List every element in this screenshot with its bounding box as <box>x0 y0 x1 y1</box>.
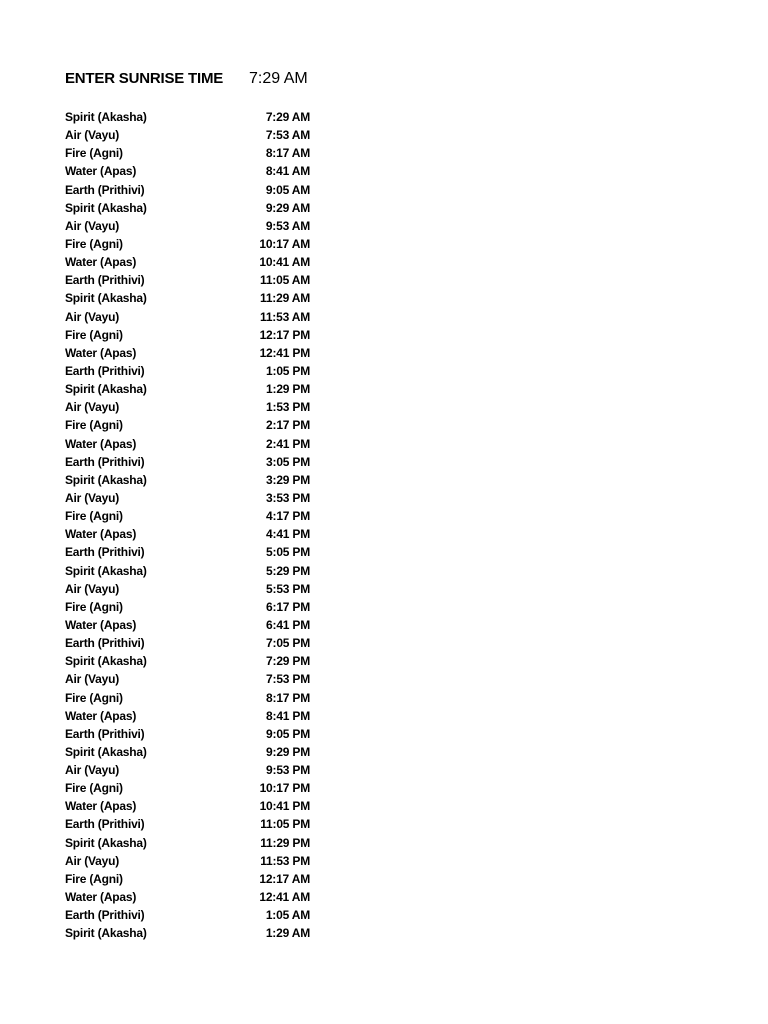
element-time: 9:05 PM <box>266 726 310 741</box>
element-time: 10:41 PM <box>259 799 310 814</box>
schedule-row <box>65 707 315 725</box>
element-time: 7:05 PM <box>266 636 310 651</box>
element-time: 3:29 PM <box>266 472 310 487</box>
element-name: Earth (Prithivi) <box>65 908 145 923</box>
schedule-row <box>65 289 315 307</box>
element-name: Fire (Agni) <box>65 146 123 161</box>
schedule-row <box>65 852 315 870</box>
element-time: 3:53 PM <box>266 490 310 505</box>
element-time: 4:17 PM <box>266 509 310 524</box>
element-name: Fire (Agni) <box>65 327 123 342</box>
element-name: Spirit (Akasha) <box>65 926 147 941</box>
element-name: Air (Vayu) <box>65 490 120 505</box>
schedule-row <box>65 253 315 271</box>
element-time: 6:17 PM <box>266 599 310 614</box>
schedule-row <box>65 308 315 326</box>
element-time: 8:41 PM <box>266 708 310 723</box>
schedule-row <box>65 888 315 906</box>
schedule-row <box>65 416 315 434</box>
element-time: 12:17 PM <box>259 327 310 342</box>
element-name: Fire (Agni) <box>65 236 123 251</box>
element-name: Fire (Agni) <box>65 781 123 796</box>
element-name: Water (Apas) <box>65 527 137 542</box>
schedule-row <box>65 652 315 670</box>
schedule-row <box>65 743 315 761</box>
schedule-row <box>65 471 315 489</box>
schedule-row <box>65 489 315 507</box>
element-name: Spirit (Akasha) <box>65 563 147 578</box>
element-name: Earth (Prithivi) <box>65 363 145 378</box>
element-time: 2:41 PM <box>266 436 310 451</box>
schedule-row <box>65 435 315 453</box>
sunrise-time-value[interactable]: 7:29 AM <box>249 70 308 87</box>
element-time: 10:17 PM <box>259 781 310 796</box>
schedule-row <box>65 199 315 217</box>
element-time: 10:41 AM <box>259 255 310 270</box>
element-name: Air (Vayu) <box>65 400 120 415</box>
schedule-row <box>65 725 315 743</box>
element-time: 1:29 PM <box>266 382 310 397</box>
element-time: 1:05 AM <box>265 908 310 923</box>
element-name: Fire (Agni) <box>65 690 123 705</box>
schedule-row <box>65 834 315 852</box>
element-name: Air (Vayu) <box>65 853 120 868</box>
element-time: 5:29 PM <box>266 563 310 578</box>
element-name: Spirit (Akasha) <box>65 835 147 850</box>
schedule-row <box>65 761 315 779</box>
element-name: Air (Vayu) <box>65 309 120 324</box>
schedule-row <box>65 126 315 144</box>
element-name: Earth (Prithivi) <box>65 273 145 288</box>
element-name: Spirit (Akasha) <box>65 654 147 669</box>
element-name: Air (Vayu) <box>65 763 120 778</box>
schedule-row <box>65 326 315 344</box>
element-time: 9:53 AM <box>265 218 310 233</box>
schedule-row <box>65 380 315 398</box>
schedule-row <box>65 670 315 688</box>
schedule-row <box>65 398 315 416</box>
element-time: 9:29 PM <box>266 744 310 759</box>
element-name: Water (Apas) <box>65 799 137 814</box>
element-time: 8:17 PM <box>266 690 310 705</box>
element-time: 7:53 PM <box>266 672 310 687</box>
element-time: 10:17 AM <box>259 236 310 251</box>
element-name: Air (Vayu) <box>65 581 120 596</box>
element-time: 11:53 AM <box>260 309 310 324</box>
element-name: Spirit (Akasha) <box>65 200 147 215</box>
element-time: 11:29 PM <box>260 835 310 850</box>
schedule-row <box>65 108 315 126</box>
schedule-row <box>65 689 315 707</box>
schedule-row <box>65 235 315 253</box>
element-time: 11:05 AM <box>260 273 310 288</box>
element-name: Water (Apas) <box>65 708 137 723</box>
element-name: Earth (Prithivi) <box>65 817 145 832</box>
element-time: 5:05 PM <box>266 545 310 560</box>
schedule-row <box>65 543 315 561</box>
element-name: Spirit (Akasha) <box>65 382 147 397</box>
schedule-row <box>65 453 315 471</box>
schedule-row <box>65 616 315 634</box>
schedule-row <box>65 924 315 942</box>
element-name: Spirit (Akasha) <box>65 472 147 487</box>
element-time: 12:41 AM <box>259 890 310 905</box>
element-time: 5:53 PM <box>266 581 310 596</box>
element-time: 6:41 PM <box>266 617 310 632</box>
schedule-row <box>65 815 315 833</box>
schedule-row <box>65 344 315 362</box>
element-name: Water (Apas) <box>65 345 137 360</box>
element-time: 1:05 PM <box>266 363 310 378</box>
element-name: Earth (Prithivi) <box>65 726 145 741</box>
schedule-row <box>65 580 315 598</box>
element-name: Water (Apas) <box>65 436 137 451</box>
schedule-row <box>65 144 315 162</box>
element-time: 1:53 PM <box>266 400 310 415</box>
element-name: Earth (Prithivi) <box>65 545 145 560</box>
element-time: 4:41 PM <box>266 527 310 542</box>
element-time: 12:17 AM <box>259 871 310 886</box>
element-name: Fire (Agni) <box>65 509 123 524</box>
schedule-row <box>65 362 315 380</box>
element-name: Fire (Agni) <box>65 599 123 614</box>
element-name: Water (Apas) <box>65 255 137 270</box>
element-name: Water (Apas) <box>65 617 137 632</box>
element-time: 1:29 AM <box>265 926 310 941</box>
element-time: 8:41 AM <box>265 164 310 179</box>
element-time: 7:29 AM <box>265 110 310 124</box>
element-time: 3:05 PM <box>266 454 310 469</box>
element-time: 11:05 PM <box>260 817 310 832</box>
schedule-row <box>65 271 315 289</box>
element-time: 7:29 PM <box>266 654 310 669</box>
element-name: Spirit (Akasha) <box>65 110 147 124</box>
element-name: Fire (Agni) <box>65 418 123 433</box>
schedule-row <box>65 906 315 924</box>
schedule-row <box>65 797 315 815</box>
element-time: 9:53 PM <box>266 763 310 778</box>
element-time: 9:29 AM <box>265 200 310 215</box>
sunrise-label: ENTER SUNRISE TIME <box>65 70 224 87</box>
element-name: Water (Apas) <box>65 164 137 179</box>
schedule-row <box>65 634 315 652</box>
schedule-row <box>65 507 315 525</box>
element-name: Earth (Prithivi) <box>65 454 145 469</box>
schedule-row <box>65 598 315 616</box>
element-name: Air (Vayu) <box>65 672 120 687</box>
schedule-row <box>65 562 315 580</box>
schedule-row <box>65 779 315 797</box>
element-name: Earth (Prithivi) <box>65 182 145 197</box>
sunrise-header <box>65 68 325 90</box>
element-name: Earth (Prithivi) <box>65 636 145 651</box>
schedule-row <box>65 162 315 180</box>
element-name: Air (Vayu) <box>65 128 120 143</box>
tattva-schedule-list <box>65 108 315 942</box>
element-time: 2:17 PM <box>266 418 310 433</box>
element-time: 8:17 AM <box>265 146 310 161</box>
element-name: Fire (Agni) <box>65 871 123 886</box>
element-time: 11:53 PM <box>260 853 310 868</box>
schedule-row <box>65 181 315 199</box>
element-time: 7:53 AM <box>265 128 310 143</box>
element-time: 12:41 PM <box>259 345 310 360</box>
element-time: 9:05 AM <box>265 182 310 197</box>
element-name: Water (Apas) <box>65 890 137 905</box>
schedule-row <box>65 525 315 543</box>
element-name: Spirit (Akasha) <box>65 291 147 306</box>
schedule-row <box>65 217 315 235</box>
element-time: 11:29 AM <box>260 291 310 306</box>
element-name: Spirit (Akasha) <box>65 744 147 759</box>
schedule-row <box>65 870 315 888</box>
element-name: Air (Vayu) <box>65 218 120 233</box>
